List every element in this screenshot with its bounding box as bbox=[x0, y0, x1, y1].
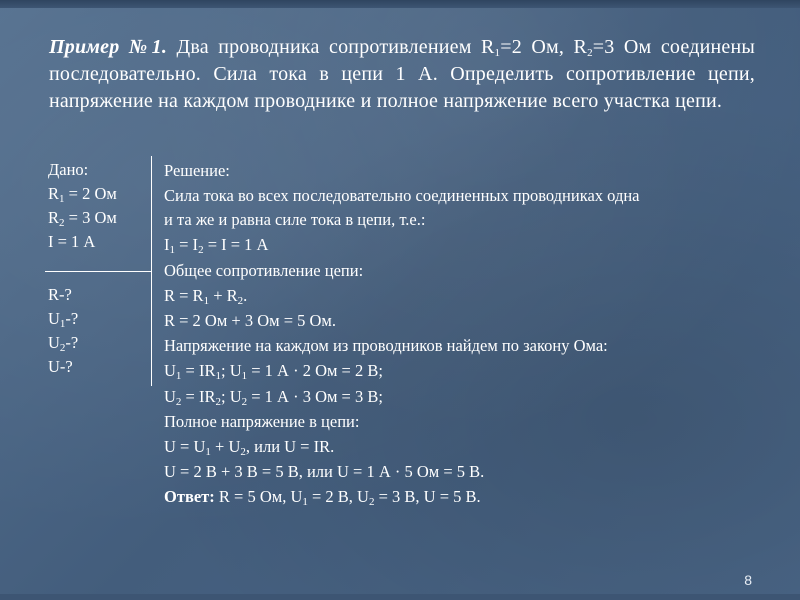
example-label: Пример №1. bbox=[49, 36, 168, 58]
find-u1: $U_1-$? bbox=[48, 309, 79, 330]
solution-intro-line-2: и та же и равна силе тока в цепи, т.е.: bbox=[164, 210, 426, 230]
answer-line: Ответ: R = 5 Ом, $U_1 = 2$ В, $U_2 = 3$ В, U = 5 В. bbox=[164, 487, 481, 509]
equation-u1: $U_1 = IR_1$; $U_1 = 1$ А · 2 Ом = 2 В; bbox=[164, 361, 383, 383]
problem-statement: Пример №1. Два проводника сопротивлением $R_1=2$ Ом, $R_2=3$ Ом соединены последовательно. Сила тока в цепи 1 А. Определить сопротивление цепи, напряжение на каждом проводнике и полное напряжение всего участка цепи. bbox=[49, 36, 755, 112]
given-header: Дано: bbox=[48, 160, 89, 179]
total-voltage-header: Полное напряжение в цепи: bbox=[164, 411, 360, 431]
given-r2: $R_2 = 3$ Ом bbox=[48, 208, 117, 229]
given-divider-horizontal bbox=[45, 271, 151, 272]
slide-top-border bbox=[0, 0, 800, 8]
find-u2: $U_2-$? bbox=[48, 333, 79, 354]
voltage-intro: Напряжение на каждом из проводников найдем по закону Ома: bbox=[164, 336, 608, 356]
given-divider-vertical bbox=[151, 156, 152, 386]
slide-bottom-border bbox=[0, 594, 800, 600]
equation-u2: $U_2 = IR_2$; $U_2 = 1$ А · 3 Ом = 3 В; bbox=[164, 386, 383, 408]
find-r: R-? bbox=[48, 285, 72, 304]
unknowns-block bbox=[48, 283, 148, 379]
solution-intro-line-1: Сила тока во всех последовательно соединенных проводниках одна bbox=[164, 186, 640, 206]
equation-resistance-sum: $R = R_1 + R_2$. bbox=[164, 285, 248, 307]
equation-voltage-sum: $U = U_1 + U_2$, или U = IR. bbox=[164, 437, 335, 459]
equation-resistance-value: R = 2 Ом + 3 Ом = 5 Ом. bbox=[164, 311, 336, 331]
solution-block bbox=[164, 158, 749, 510]
given-r1: $R_1 = 2$ Ом bbox=[48, 184, 117, 205]
slide-number: 8 bbox=[744, 572, 752, 588]
find-u: U-? bbox=[48, 357, 73, 376]
resistance-header: Общее сопротивление цепи: bbox=[164, 260, 364, 280]
answer-label: Ответ: bbox=[164, 487, 215, 507]
equation-voltage-value: U = 2 В + 3 В = 5 В, или U = 1 А · 5 Ом = 5 В. bbox=[164, 462, 485, 482]
given-block bbox=[48, 158, 150, 254]
given-current: I = 1 А bbox=[48, 232, 96, 251]
solution-header: Решение: bbox=[164, 161, 230, 180]
equation-current: $I_1 = I_2 = I = 1$ А bbox=[164, 235, 269, 257]
